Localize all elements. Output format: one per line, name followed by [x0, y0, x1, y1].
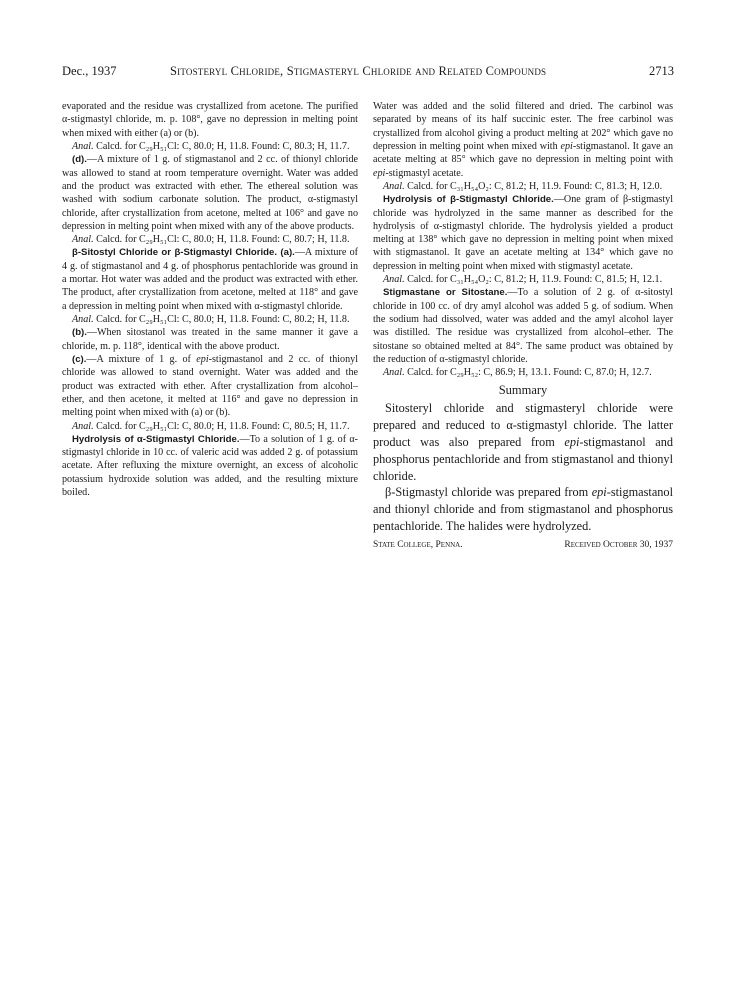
paragraph	[373, 100, 673, 180]
paragraph-text: —A mixture of 4 g. of stigmastanol and 4 g. of phosphorus pentachloride was ground in a mortar. Hot water was added and the product was extracted with ether. The product, after crystallization from acetone, melted at 118° and gave a depression in melting point when mixed with α-stigmastyl chloride.	[62, 247, 358, 312]
anal-label: Anal.	[383, 367, 405, 379]
analysis-line	[373, 366, 673, 379]
paragraph	[373, 193, 673, 273]
paragraph-text: -stigmastanol. It gave an acetate melting at 85° which gave no depression in melting point with	[373, 140, 674, 166]
anal-label: Anal.	[72, 140, 94, 152]
paragraph-text: -stigmastyl acetate.	[385, 167, 464, 179]
paragraph	[62, 353, 358, 420]
paragraph-text: —A mixture of 1 g. of stigmastanol and 2 cc. of thionyl chloride was allowed to stand at room temperature overnight. Water was added and the product was extracted with ether. The ethereal solution was washed with sodium carbonate solution. The product, α-stigmastyl chloride, after crystallization from acetone, melted at 106° and gave no depression in melting point when mixed with any of the above products.	[62, 154, 358, 232]
article-footer	[373, 539, 673, 553]
paragraph	[62, 433, 358, 500]
analysis-text: Calcd. for C₂₉H₅₁Cl: C, 80.0; H, 11.8. Found: C, 80.7; H, 11.8.	[96, 234, 350, 246]
analysis-text: Calcd. for C₂₉H₅₁Cl: C, 80.0; H, 11.8. Found: C, 80.5; H, 11.7.	[96, 420, 350, 432]
summary-text: β-Stigmastyl chloride was prepared from	[385, 485, 592, 500]
anal-label: Anal.	[72, 314, 94, 325]
right-column	[373, 100, 673, 553]
analysis-line	[62, 233, 358, 246]
paragraph-text: —To a solution of 2 g. of α-sitostyl chloride in 100 cc. of dry amyl alcohol was added 5 g. of sodium. When the sodium had dissolved, water was added and the amyl alcohol layer was distilled. The residue was crystallized from alcohol–ether. The sitostane so obtained melted at 84°. The same product was obtained by the reduction of α-stigmastyl chloride.	[373, 287, 673, 365]
section-heading: Stigmastane or Sitostane.	[383, 287, 508, 299]
paragraph-text: Water was added and the solid filtered and dried. The carbinol was separated by means of its half succinic ester. The free carbinol was crystallized from alcohol giving a product melting at 202° which gave no depression in melting point when mixed with	[373, 101, 673, 152]
epi-italic: epi	[196, 353, 209, 365]
analysis-text: Calcd. for C₂₉H₅₂: C, 86.9; H, 13.1. Found: C, 87.0; H, 12.7.	[407, 367, 652, 379]
summary-text: -stigmastanol and phosphorus pentachloride and from stigmastanol and thionyl chloride.	[373, 434, 673, 483]
summary-text: -stigmastanol and thionyl chloride and from stigmastanol and phosphorus pentachloride. The halides were hydrolyzed.	[373, 485, 673, 534]
analysis-line	[373, 180, 673, 193]
section-heading: β-Sitostyl Chloride or β-Stigmastyl Chloride. (a).	[72, 247, 295, 259]
paragraph	[373, 286, 673, 366]
paragraph-text: —When sitostanol was treated in the same manner it gave a chloride, m. p. 118°, identical with the above product.	[62, 327, 358, 352]
anal-label: Anal.	[72, 420, 94, 432]
paragraph	[62, 326, 358, 353]
analysis-text: Calcd. for C₂₉H₅₁Cl: C, 80.0; H, 11.8. Found: C, 80.2; H, 11.8.	[96, 314, 350, 325]
paragraph	[62, 246, 358, 313]
summary-paragraph	[373, 484, 673, 535]
analysis-line	[62, 140, 358, 153]
epi-italic: epi	[373, 167, 386, 179]
anal-label: Anal.	[383, 180, 405, 192]
paragraph-text: —To a solution of 1 g. of α-stigmastyl chloride in 10 cc. of valeric acid was added 2 g. of potassium acetate. After refluxing the mixture overnight, an excess of alcoholic potassium hydroxide solution was added, and the resulting mixture boiled.	[62, 433, 358, 499]
paragraph-text: —A mixture of 1 g. of	[86, 353, 197, 365]
paragraph	[62, 153, 358, 233]
epi-italic: epi	[591, 485, 607, 500]
subheading: (c).	[72, 353, 87, 365]
summary-heading: Summary	[498, 382, 548, 397]
left-column	[62, 100, 358, 499]
affiliation-location: State College, Penna.	[373, 540, 463, 551]
section-heading: Hydrolysis of α-Stigmastyl Chloride.	[72, 433, 240, 445]
analysis-line	[62, 313, 358, 326]
paragraph-text: -stigmastanol and 2 cc. of thionyl chloride was allowed to stand overnight. Water was added and the product was extracted with ether. After crystallization from alcohol–ether, and then acetone, it melted at 116° and gave no depression in melting point when mixed with (a) or (b).	[62, 353, 359, 419]
analysis-line	[373, 273, 673, 286]
page-number: 2713	[649, 64, 674, 78]
summary-section	[373, 384, 673, 536]
analysis-line	[62, 420, 358, 433]
paragraph-text: —One gram of β-stigmastyl chloride was hydrolyzed in the same manner as described for the hydrolysis of α-stigmastyl chloride. The hydrolysis yielded a product melting at 138° which gave no depression in melting point when mixed with stigmastanol. It gave an acetate melting at 134° which gave no depression in melting point when mixed with stigmastyl acetate.	[373, 194, 673, 272]
summary-paragraph	[373, 400, 673, 485]
issue-date: Dec., 1937	[62, 64, 117, 78]
running-header	[62, 64, 674, 84]
section-heading: Hydrolysis of β-Stigmastyl Chloride.	[383, 194, 554, 206]
analysis-text: Calcd. for C₃₁H₅₄O₂: C, 81.2; H, 11.9. Found: C, 81.5; H, 12.1.	[407, 274, 663, 286]
paragraph: evaporated and the residue was crystallized from acetone. The purified α-stigmastyl chloride, m. p. 108°, gave no depression in melting point when mixed with either (a) or (b).	[62, 101, 358, 139]
running-title: Sitosteryl Chloride, Stigmasteryl Chloride and Related Compounds	[170, 64, 547, 78]
epi-italic: epi	[564, 434, 580, 449]
summary-text: Sitosteryl chloride and stigmasteryl chloride were prepared and reduced to α-stigmastyl chloride. The latter product was also prepared from	[373, 400, 673, 449]
subheading: (d).	[72, 154, 87, 166]
analysis-text: Calcd. for C₃₁H₅₄O₂: C, 81.2; H, 11.9. Found: C, 81.3; H, 12.0.	[407, 180, 663, 192]
anal-label: Anal.	[72, 234, 94, 246]
analysis-text: Calcd. for C₂₉H₅₁Cl: C, 80.0; H, 11.8. Found: C, 80.3; H, 11.7.	[96, 140, 350, 152]
received-date: Received October 30, 1937	[564, 540, 673, 551]
subheading: (b).	[72, 327, 87, 339]
anal-label: Anal.	[383, 274, 405, 286]
epi-italic: epi	[560, 140, 573, 152]
